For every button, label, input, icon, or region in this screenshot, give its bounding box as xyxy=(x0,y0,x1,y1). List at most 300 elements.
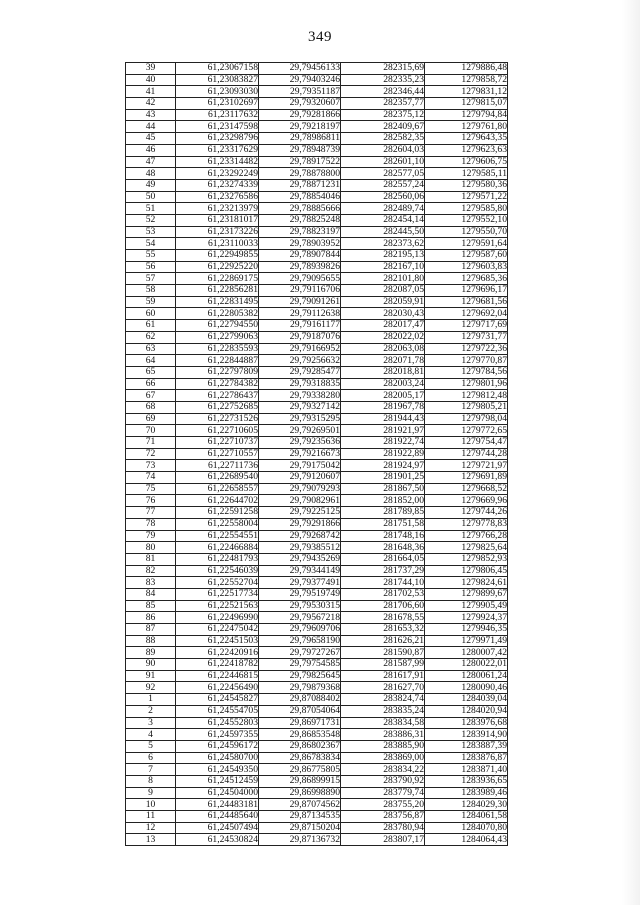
x-coordinate-cell: 281627,70 xyxy=(341,682,425,694)
y-coordinate-cell: 1279971,49 xyxy=(425,635,508,647)
x-coordinate-cell: 281702,53 xyxy=(341,588,425,600)
table-row xyxy=(126,647,508,659)
table-row xyxy=(126,787,508,799)
y-coordinate-cell: 1279606,75 xyxy=(425,156,508,168)
x-coordinate-cell: 283886,31 xyxy=(341,729,425,741)
latitude-cell: 61,22856281 xyxy=(176,285,259,297)
x-coordinate-cell: 281748,16 xyxy=(341,530,425,542)
latitude-cell: 61,23317629 xyxy=(176,144,259,156)
latitude-cell: 61,23102697 xyxy=(176,98,259,110)
point-number-cell: 70 xyxy=(126,425,176,437)
latitude-cell: 61,22805382 xyxy=(176,308,259,320)
point-number-cell: 60 xyxy=(126,308,176,320)
x-coordinate-cell: 283779,74 xyxy=(341,787,425,799)
y-coordinate-cell: 1279692,04 xyxy=(425,308,508,320)
longitude-cell: 29,79112638 xyxy=(259,308,341,320)
x-coordinate-cell: 282030,43 xyxy=(341,308,425,320)
longitude-cell: 29,78939826 xyxy=(259,261,341,273)
latitude-cell: 61,22731526 xyxy=(176,413,259,425)
y-coordinate-cell: 1279812,48 xyxy=(425,390,508,402)
longitude-cell: 29,78878800 xyxy=(259,168,341,180)
table-row xyxy=(126,413,508,425)
table-row xyxy=(126,670,508,682)
latitude-cell: 61,23274339 xyxy=(176,179,259,191)
longitude-cell: 29,79351187 xyxy=(259,86,341,98)
point-number-cell: 9 xyxy=(126,787,176,799)
table-row xyxy=(126,156,508,168)
coordinates-table xyxy=(125,62,508,846)
x-coordinate-cell: 282195,13 xyxy=(341,250,425,262)
latitude-cell: 61,22925220 xyxy=(176,261,259,273)
x-coordinate-cell: 281944,43 xyxy=(341,413,425,425)
point-number-cell: 77 xyxy=(126,507,176,519)
longitude-cell: 29,79338280 xyxy=(259,390,341,402)
table-row xyxy=(126,390,508,402)
table-row xyxy=(126,425,508,437)
latitude-cell: 61,22658557 xyxy=(176,483,259,495)
table-row xyxy=(126,366,508,378)
x-coordinate-cell: 283780,94 xyxy=(341,822,425,834)
y-coordinate-cell: 1283989,46 xyxy=(425,787,508,799)
table-row xyxy=(126,659,508,671)
y-coordinate-cell: 1279824,61 xyxy=(425,577,508,589)
x-coordinate-cell: 283755,20 xyxy=(341,799,425,811)
latitude-cell: 61,22466884 xyxy=(176,542,259,554)
longitude-cell: 29,79567218 xyxy=(259,612,341,624)
point-number-cell: 75 xyxy=(126,483,176,495)
point-number-cell: 41 xyxy=(126,86,176,98)
x-coordinate-cell: 281922,89 xyxy=(341,448,425,460)
x-coordinate-cell: 282445,50 xyxy=(341,226,425,238)
table-row xyxy=(126,320,508,332)
latitude-cell: 61,23173226 xyxy=(176,226,259,238)
point-number-cell: 51 xyxy=(126,203,176,215)
longitude-cell: 29,79291866 xyxy=(259,518,341,530)
longitude-cell: 29,78825248 xyxy=(259,214,341,226)
y-coordinate-cell: 1279721,97 xyxy=(425,460,508,472)
point-number-cell: 40 xyxy=(126,74,176,86)
point-number-cell: 84 xyxy=(126,588,176,600)
point-number-cell: 64 xyxy=(126,355,176,367)
longitude-cell: 29,79727267 xyxy=(259,647,341,659)
table-row xyxy=(126,811,508,823)
point-number-cell: 12 xyxy=(126,822,176,834)
table-row xyxy=(126,296,508,308)
longitude-cell: 29,87074562 xyxy=(259,799,341,811)
y-coordinate-cell: 1279815,07 xyxy=(425,98,508,110)
y-coordinate-cell: 1279899,67 xyxy=(425,588,508,600)
x-coordinate-cell: 283834,22 xyxy=(341,764,425,776)
y-coordinate-cell: 1283936,65 xyxy=(425,775,508,787)
y-coordinate-cell: 1279696,17 xyxy=(425,285,508,297)
latitude-cell: 61,23117632 xyxy=(176,109,259,121)
point-number-cell: 4 xyxy=(126,729,176,741)
longitude-cell: 29,79116706 xyxy=(259,285,341,297)
x-coordinate-cell: 281617,91 xyxy=(341,670,425,682)
x-coordinate-cell: 282087,05 xyxy=(341,285,425,297)
longitude-cell: 29,79091261 xyxy=(259,296,341,308)
longitude-cell: 29,86998890 xyxy=(259,787,341,799)
longitude-cell: 29,79327142 xyxy=(259,401,341,413)
y-coordinate-cell: 1279571,22 xyxy=(425,191,508,203)
x-coordinate-cell: 282582,35 xyxy=(341,133,425,145)
x-coordinate-cell: 282409,67 xyxy=(341,121,425,133)
x-coordinate-cell: 281751,58 xyxy=(341,518,425,530)
x-coordinate-cell: 281626,21 xyxy=(341,635,425,647)
latitude-cell: 61,22949855 xyxy=(176,250,259,262)
table-row xyxy=(126,448,508,460)
table-row xyxy=(126,553,508,565)
x-coordinate-cell: 283869,00 xyxy=(341,752,425,764)
longitude-cell: 29,78823197 xyxy=(259,226,341,238)
point-number-cell: 79 xyxy=(126,530,176,542)
longitude-cell: 29,86899915 xyxy=(259,775,341,787)
longitude-cell: 29,79658190 xyxy=(259,635,341,647)
y-coordinate-cell: 1279770,87 xyxy=(425,355,508,367)
latitude-cell: 61,24530824 xyxy=(176,834,259,846)
y-coordinate-cell: 1279761,80 xyxy=(425,121,508,133)
table-row xyxy=(126,86,508,98)
table-row xyxy=(126,98,508,110)
latitude-cell: 61,24483181 xyxy=(176,799,259,811)
y-coordinate-cell: 1284061,58 xyxy=(425,811,508,823)
x-coordinate-cell: 282005,17 xyxy=(341,390,425,402)
y-coordinate-cell: 1279784,56 xyxy=(425,366,508,378)
latitude-cell: 61,22710737 xyxy=(176,437,259,449)
point-number-cell: 80 xyxy=(126,542,176,554)
longitude-cell: 29,79344149 xyxy=(259,565,341,577)
point-number-cell: 68 xyxy=(126,401,176,413)
y-coordinate-cell: 1280022,01 xyxy=(425,659,508,671)
y-coordinate-cell: 1279603,83 xyxy=(425,261,508,273)
x-coordinate-cell: 282489,74 xyxy=(341,203,425,215)
latitude-cell: 61,22517734 xyxy=(176,588,259,600)
latitude-cell: 61,22552704 xyxy=(176,577,259,589)
table-row xyxy=(126,799,508,811)
latitude-cell: 61,23213979 xyxy=(176,203,259,215)
latitude-cell: 61,22475042 xyxy=(176,624,259,636)
longitude-cell: 29,79385512 xyxy=(259,542,341,554)
point-number-cell: 1 xyxy=(126,694,176,706)
x-coordinate-cell: 282017,47 xyxy=(341,320,425,332)
y-coordinate-cell: 1279744,26 xyxy=(425,507,508,519)
x-coordinate-cell: 282601,10 xyxy=(341,156,425,168)
point-number-cell: 82 xyxy=(126,565,176,577)
longitude-cell: 29,79095655 xyxy=(259,273,341,285)
x-coordinate-cell: 281590,87 xyxy=(341,647,425,659)
longitude-cell: 29,79268742 xyxy=(259,530,341,542)
latitude-cell: 61,22558004 xyxy=(176,518,259,530)
y-coordinate-cell: 1279766,28 xyxy=(425,530,508,542)
table-row xyxy=(126,577,508,589)
latitude-cell: 61,24512459 xyxy=(176,775,259,787)
y-coordinate-cell: 1279580,36 xyxy=(425,179,508,191)
longitude-cell: 29,78948739 xyxy=(259,144,341,156)
y-coordinate-cell: 1279591,64 xyxy=(425,238,508,250)
table-row xyxy=(126,238,508,250)
longitude-cell: 29,79456133 xyxy=(259,63,341,75)
y-coordinate-cell: 1279754,47 xyxy=(425,437,508,449)
x-coordinate-cell: 281653,32 xyxy=(341,624,425,636)
latitude-cell: 61,22869175 xyxy=(176,273,259,285)
y-coordinate-cell: 1279924,37 xyxy=(425,612,508,624)
x-coordinate-cell: 282167,10 xyxy=(341,261,425,273)
longitude-cell: 29,79377491 xyxy=(259,577,341,589)
y-coordinate-cell: 1279669,96 xyxy=(425,495,508,507)
x-coordinate-cell: 282063,08 xyxy=(341,343,425,355)
point-number-cell: 11 xyxy=(126,811,176,823)
y-coordinate-cell: 1279744,28 xyxy=(425,448,508,460)
point-number-cell: 86 xyxy=(126,612,176,624)
x-coordinate-cell: 283790,92 xyxy=(341,775,425,787)
longitude-cell: 29,86802367 xyxy=(259,740,341,752)
longitude-cell: 29,79754585 xyxy=(259,659,341,671)
x-coordinate-cell: 282003,24 xyxy=(341,378,425,390)
latitude-cell: 61,24549350 xyxy=(176,764,259,776)
table-row xyxy=(126,191,508,203)
latitude-cell: 61,22591258 xyxy=(176,507,259,519)
point-number-cell: 58 xyxy=(126,285,176,297)
point-number-cell: 2 xyxy=(126,705,176,717)
latitude-cell: 61,22496990 xyxy=(176,612,259,624)
latitude-cell: 61,22420916 xyxy=(176,647,259,659)
x-coordinate-cell: 281648,36 xyxy=(341,542,425,554)
latitude-cell: 61,23110033 xyxy=(176,238,259,250)
latitude-cell: 61,22418782 xyxy=(176,659,259,671)
y-coordinate-cell: 1279552,10 xyxy=(425,214,508,226)
longitude-cell: 29,78986811 xyxy=(259,133,341,145)
point-number-cell: 47 xyxy=(126,156,176,168)
longitude-cell: 29,79120607 xyxy=(259,472,341,484)
table-row xyxy=(126,495,508,507)
table-row xyxy=(126,168,508,180)
longitude-cell: 29,79435269 xyxy=(259,553,341,565)
table-row xyxy=(126,624,508,636)
x-coordinate-cell: 283824,74 xyxy=(341,694,425,706)
page-edge-shadow xyxy=(622,0,640,905)
latitude-cell: 61,22799063 xyxy=(176,331,259,343)
x-coordinate-cell: 283885,90 xyxy=(341,740,425,752)
x-coordinate-cell: 281664,05 xyxy=(341,553,425,565)
y-coordinate-cell: 1279886,48 xyxy=(425,63,508,75)
longitude-cell: 29,87088402 xyxy=(259,694,341,706)
point-number-cell: 56 xyxy=(126,261,176,273)
latitude-cell: 61,22546039 xyxy=(176,565,259,577)
point-number-cell: 67 xyxy=(126,390,176,402)
latitude-cell: 61,22644702 xyxy=(176,495,259,507)
y-coordinate-cell: 1279794,84 xyxy=(425,109,508,121)
x-coordinate-cell: 283834,58 xyxy=(341,717,425,729)
point-number-cell: 43 xyxy=(126,109,176,121)
table-row xyxy=(126,460,508,472)
table-row xyxy=(126,63,508,75)
longitude-cell: 29,79825645 xyxy=(259,670,341,682)
x-coordinate-cell: 283807,17 xyxy=(341,834,425,846)
y-coordinate-cell: 1279858,72 xyxy=(425,74,508,86)
x-coordinate-cell: 281678,55 xyxy=(341,612,425,624)
latitude-cell: 61,22554551 xyxy=(176,530,259,542)
coordinates-table-body xyxy=(126,63,508,846)
y-coordinate-cell: 1279806,45 xyxy=(425,565,508,577)
latitude-cell: 61,23147598 xyxy=(176,121,259,133)
y-coordinate-cell: 1279798,04 xyxy=(425,413,508,425)
point-number-cell: 49 xyxy=(126,179,176,191)
latitude-cell: 61,23093030 xyxy=(176,86,259,98)
latitude-cell: 61,22831495 xyxy=(176,296,259,308)
y-coordinate-cell: 1279643,35 xyxy=(425,133,508,145)
point-number-cell: 53 xyxy=(126,226,176,238)
table-row xyxy=(126,133,508,145)
table-row xyxy=(126,834,508,846)
table-row xyxy=(126,273,508,285)
longitude-cell: 29,79161177 xyxy=(259,320,341,332)
table-row xyxy=(126,518,508,530)
point-number-cell: 88 xyxy=(126,635,176,647)
point-number-cell: 10 xyxy=(126,799,176,811)
latitude-cell: 61,24580700 xyxy=(176,752,259,764)
x-coordinate-cell: 281921,97 xyxy=(341,425,425,437)
latitude-cell: 61,23298796 xyxy=(176,133,259,145)
table-row xyxy=(126,355,508,367)
x-coordinate-cell: 282346,44 xyxy=(341,86,425,98)
longitude-cell: 29,79530315 xyxy=(259,600,341,612)
point-number-cell: 44 xyxy=(126,121,176,133)
point-number-cell: 48 xyxy=(126,168,176,180)
y-coordinate-cell: 1283914,90 xyxy=(425,729,508,741)
point-number-cell: 92 xyxy=(126,682,176,694)
x-coordinate-cell: 281922,74 xyxy=(341,437,425,449)
table-row xyxy=(126,507,508,519)
latitude-cell: 61,22689540 xyxy=(176,472,259,484)
y-coordinate-cell: 1283887,39 xyxy=(425,740,508,752)
longitude-cell: 29,78907844 xyxy=(259,250,341,262)
longitude-cell: 29,87136732 xyxy=(259,834,341,846)
table-row xyxy=(126,565,508,577)
point-number-cell: 81 xyxy=(126,553,176,565)
y-coordinate-cell: 1284020,94 xyxy=(425,705,508,717)
latitude-cell: 61,24545827 xyxy=(176,694,259,706)
point-number-cell: 66 xyxy=(126,378,176,390)
x-coordinate-cell: 282373,62 xyxy=(341,238,425,250)
point-number-cell: 89 xyxy=(126,647,176,659)
longitude-cell: 29,79166952 xyxy=(259,343,341,355)
longitude-cell: 29,79609706 xyxy=(259,624,341,636)
x-coordinate-cell: 281744,10 xyxy=(341,577,425,589)
y-coordinate-cell: 1283871,40 xyxy=(425,764,508,776)
point-number-cell: 13 xyxy=(126,834,176,846)
y-coordinate-cell: 1279831,12 xyxy=(425,86,508,98)
y-coordinate-cell: 1279717,69 xyxy=(425,320,508,332)
longitude-cell: 29,79225125 xyxy=(259,507,341,519)
longitude-cell: 29,79519749 xyxy=(259,588,341,600)
table-row xyxy=(126,752,508,764)
y-coordinate-cell: 1279772,65 xyxy=(425,425,508,437)
point-number-cell: 73 xyxy=(126,460,176,472)
y-coordinate-cell: 1284039,04 xyxy=(425,694,508,706)
table-row xyxy=(126,822,508,834)
x-coordinate-cell: 283835,24 xyxy=(341,705,425,717)
y-coordinate-cell: 1284070,80 xyxy=(425,822,508,834)
latitude-cell: 61,24597355 xyxy=(176,729,259,741)
longitude-cell: 29,79269501 xyxy=(259,425,341,437)
point-number-cell: 7 xyxy=(126,764,176,776)
table-row xyxy=(126,483,508,495)
longitude-cell: 29,87054064 xyxy=(259,705,341,717)
table-row xyxy=(126,226,508,238)
latitude-cell: 61,22711736 xyxy=(176,460,259,472)
table-row xyxy=(126,74,508,86)
x-coordinate-cell: 281737,29 xyxy=(341,565,425,577)
longitude-cell: 29,79256632 xyxy=(259,355,341,367)
y-coordinate-cell: 1279550,70 xyxy=(425,226,508,238)
x-coordinate-cell: 281587,99 xyxy=(341,659,425,671)
point-number-cell: 65 xyxy=(126,366,176,378)
point-number-cell: 61 xyxy=(126,320,176,332)
x-coordinate-cell: 282560,06 xyxy=(341,191,425,203)
y-coordinate-cell: 1280061,24 xyxy=(425,670,508,682)
table-row xyxy=(126,378,508,390)
latitude-cell: 61,22784382 xyxy=(176,378,259,390)
latitude-cell: 61,23067158 xyxy=(176,63,259,75)
latitude-cell: 61,22794550 xyxy=(176,320,259,332)
y-coordinate-cell: 1279585,11 xyxy=(425,168,508,180)
point-number-cell: 5 xyxy=(126,740,176,752)
longitude-cell: 29,79315295 xyxy=(259,413,341,425)
table-row xyxy=(126,705,508,717)
point-number-cell: 76 xyxy=(126,495,176,507)
latitude-cell: 61,22786437 xyxy=(176,390,259,402)
y-coordinate-cell: 1279681,56 xyxy=(425,296,508,308)
longitude-cell: 29,79318835 xyxy=(259,378,341,390)
latitude-cell: 61,22451503 xyxy=(176,635,259,647)
longitude-cell: 29,79285477 xyxy=(259,366,341,378)
y-coordinate-cell: 1279852,93 xyxy=(425,553,508,565)
table-row xyxy=(126,343,508,355)
y-coordinate-cell: 1280007,42 xyxy=(425,647,508,659)
latitude-cell: 61,22710557 xyxy=(176,448,259,460)
y-coordinate-cell: 1284029,30 xyxy=(425,799,508,811)
table-row xyxy=(126,437,508,449)
longitude-cell: 29,86971731 xyxy=(259,717,341,729)
latitude-cell: 61,22456490 xyxy=(176,682,259,694)
table-row xyxy=(126,740,508,752)
point-number-cell: 6 xyxy=(126,752,176,764)
point-number-cell: 8 xyxy=(126,775,176,787)
x-coordinate-cell: 282375,12 xyxy=(341,109,425,121)
y-coordinate-cell: 1279691,89 xyxy=(425,472,508,484)
x-coordinate-cell: 282557,24 xyxy=(341,179,425,191)
latitude-cell: 61,23083827 xyxy=(176,74,259,86)
table-row xyxy=(126,308,508,320)
x-coordinate-cell: 282604,03 xyxy=(341,144,425,156)
longitude-cell: 29,79320607 xyxy=(259,98,341,110)
point-number-cell: 57 xyxy=(126,273,176,285)
table-row xyxy=(126,530,508,542)
latitude-cell: 61,24554705 xyxy=(176,705,259,717)
table-row xyxy=(126,203,508,215)
table-row xyxy=(126,764,508,776)
longitude-cell: 29,79281866 xyxy=(259,109,341,121)
latitude-cell: 61,23181017 xyxy=(176,214,259,226)
table-row xyxy=(126,109,508,121)
latitude-cell: 61,22710605 xyxy=(176,425,259,437)
table-row xyxy=(126,144,508,156)
longitude-cell: 29,78871231 xyxy=(259,179,341,191)
point-number-cell: 78 xyxy=(126,518,176,530)
table-row xyxy=(126,612,508,624)
latitude-cell: 61,22844887 xyxy=(176,355,259,367)
point-number-cell: 39 xyxy=(126,63,176,75)
